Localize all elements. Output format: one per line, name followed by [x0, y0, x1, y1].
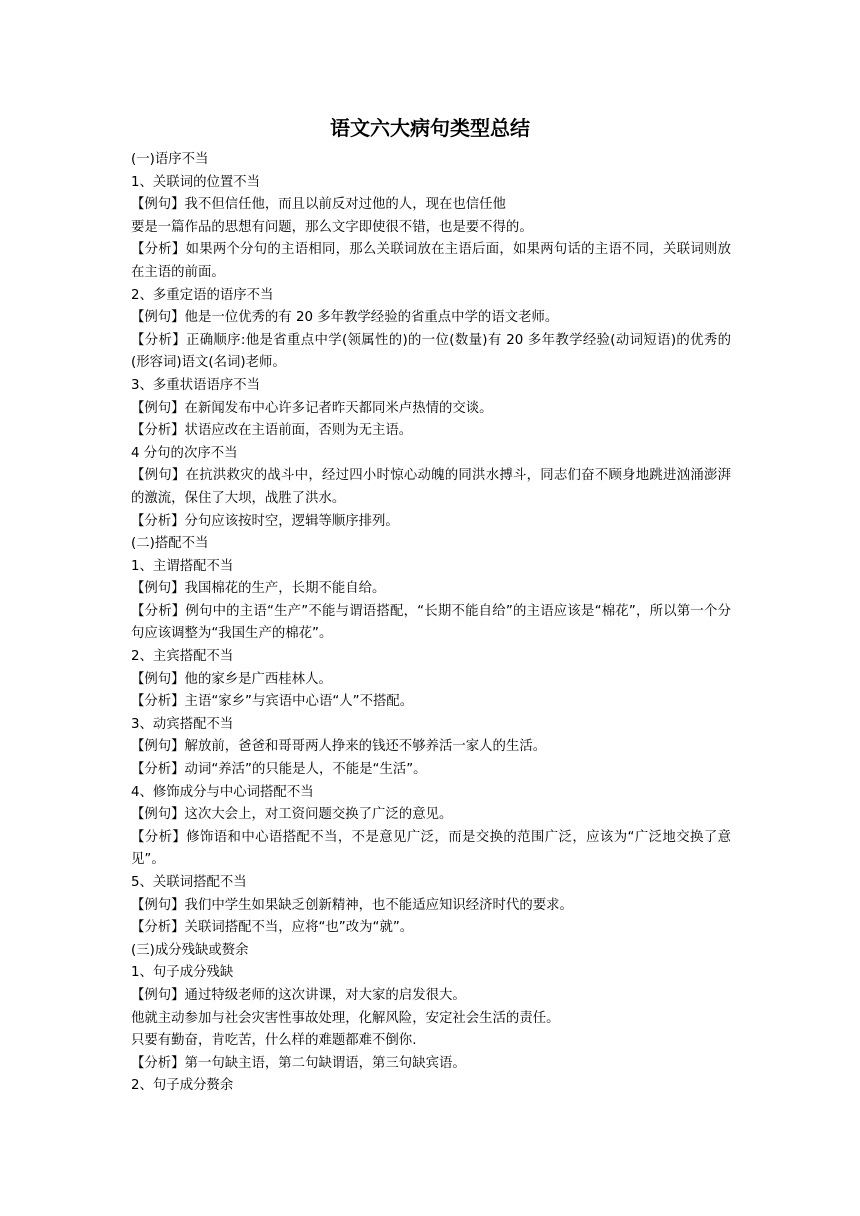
document-title: 语文六大病句类型总结 — [330, 116, 530, 140]
text-line: 【例句】在抗洪救灾的战斗中，经过四小时惊心动魄的同洪水搏斗，同志们奋不顾身地跳进汹涌澎湃的激流，保住了大坝，战胜了洪水。 — [131, 468, 731, 506]
text-line: 【例句】他的家乡是广西桂林人。 — [131, 671, 332, 687]
text-line: 【例句】通过特级老师的这次讲课，对大家的启发很大。 — [131, 987, 466, 1003]
text-line: 1、句子成分残缺 — [131, 965, 234, 981]
text-line: (三)成分残缺或赘余 — [131, 942, 249, 958]
text-line: 5、关联词搭配不当 — [131, 875, 247, 890]
text-line: 【分析】修饰语和中心语搭配不当，不是意见广泛，而是交换的范围广泛，应该为“广泛地交换了意见”。 — [131, 829, 731, 868]
text-line: 【分析】关联词搭配不当，应将“也”改为“就”。 — [131, 920, 414, 936]
text-line: 【分析】状语应改在主语前面，否则为无主语。 — [131, 423, 413, 439]
text-line: 【分析】分句应该按时空，逻辑等顺序排列。 — [131, 513, 399, 529]
text-line: 2、主宾搭配不当 — [131, 649, 234, 665]
text-line: 【分析】第一句缺主语，第二句缺谓语，第三句缺宾语。 — [131, 1055, 466, 1071]
text-line: 【例句】我们中学生如果缺乏创新精神，也不能适应知识经济时代的要求。 — [131, 897, 573, 913]
text-line: 2、句子成分赘余 — [131, 1078, 234, 1094]
document-body — [131, 149, 731, 1098]
text-line: (一)语序不当 — [131, 152, 209, 167]
text-line: 只要有勤奋，肯吃苦，什么样的难题都难不倒你. — [131, 1033, 417, 1049]
text-line: 1、关联词的位置不当 — [131, 174, 261, 190]
text-line: 他就主动参加与社会灾害性事故处理，化解风险，安定社会生活的责任。 — [131, 1010, 560, 1026]
text-line: 【分析】如果两个分句的主语相同，那么关联词放在主语后面，如果两句话的主语不同，关联词则放在主语的前面。 — [131, 242, 731, 280]
text-line: 【例句】他是一位优秀的有 20 多年教学经验的省重点中学的语文老师。 — [131, 310, 559, 326]
text-line: 【例句】解放前，爸爸和哥哥两人挣来的钱还不够养活一家人的生活。 — [131, 739, 547, 755]
text-line: 【例句】我国棉花的生产，长期不能自给。 — [131, 581, 386, 597]
text-line: 【例句】这次大会上，对工资问题交换了广泛的意见。 — [131, 807, 453, 823]
text-line: 1、主谓搭配不当 — [131, 558, 234, 574]
text-line: 【分析】主语“家乡”与宾语中心语“人”不搭配。 — [131, 694, 414, 710]
text-line: 2、多重定语的语序不当 — [131, 287, 274, 303]
text-line: 3、多重状语语序不当 — [131, 377, 261, 393]
text-line: 【例句】在新闻发布中心许多记者昨天都同米卢热情的交谈。 — [131, 400, 493, 416]
text-line: 【分析】动词“养活”的只能是人，不能是“生活”。 — [131, 762, 427, 778]
text-line: 【分析】正确顺序:他是省重点中学(领属性的)的一位(数量)有 20 多年教学经验(动词短语)的优秀的(形容词)语文(名词)老师。 — [131, 332, 731, 371]
text-line: 3、动宾搭配不当 — [131, 716, 234, 732]
text-line: 要是一篇作品的思想有问题，那么文字即使很不错，也是要不得的。 — [131, 219, 533, 235]
text-line: (二)搭配不当 — [131, 536, 209, 552]
text-line: 4 分句的次序不当 — [131, 445, 238, 461]
text-line: 【分析】例句中的主语“生产”不能与谓语搭配，“长期不能自给”的主语应该是“棉花”，所以第一个分句应该调整为“我国生产的棉花”。 — [131, 603, 731, 642]
text-line: 4、修饰成分与中心词搭配不当 — [131, 784, 314, 800]
text-line: 【例句】我不但信任他，而且以前反对过他的人，现在也信任他 — [131, 197, 506, 213]
